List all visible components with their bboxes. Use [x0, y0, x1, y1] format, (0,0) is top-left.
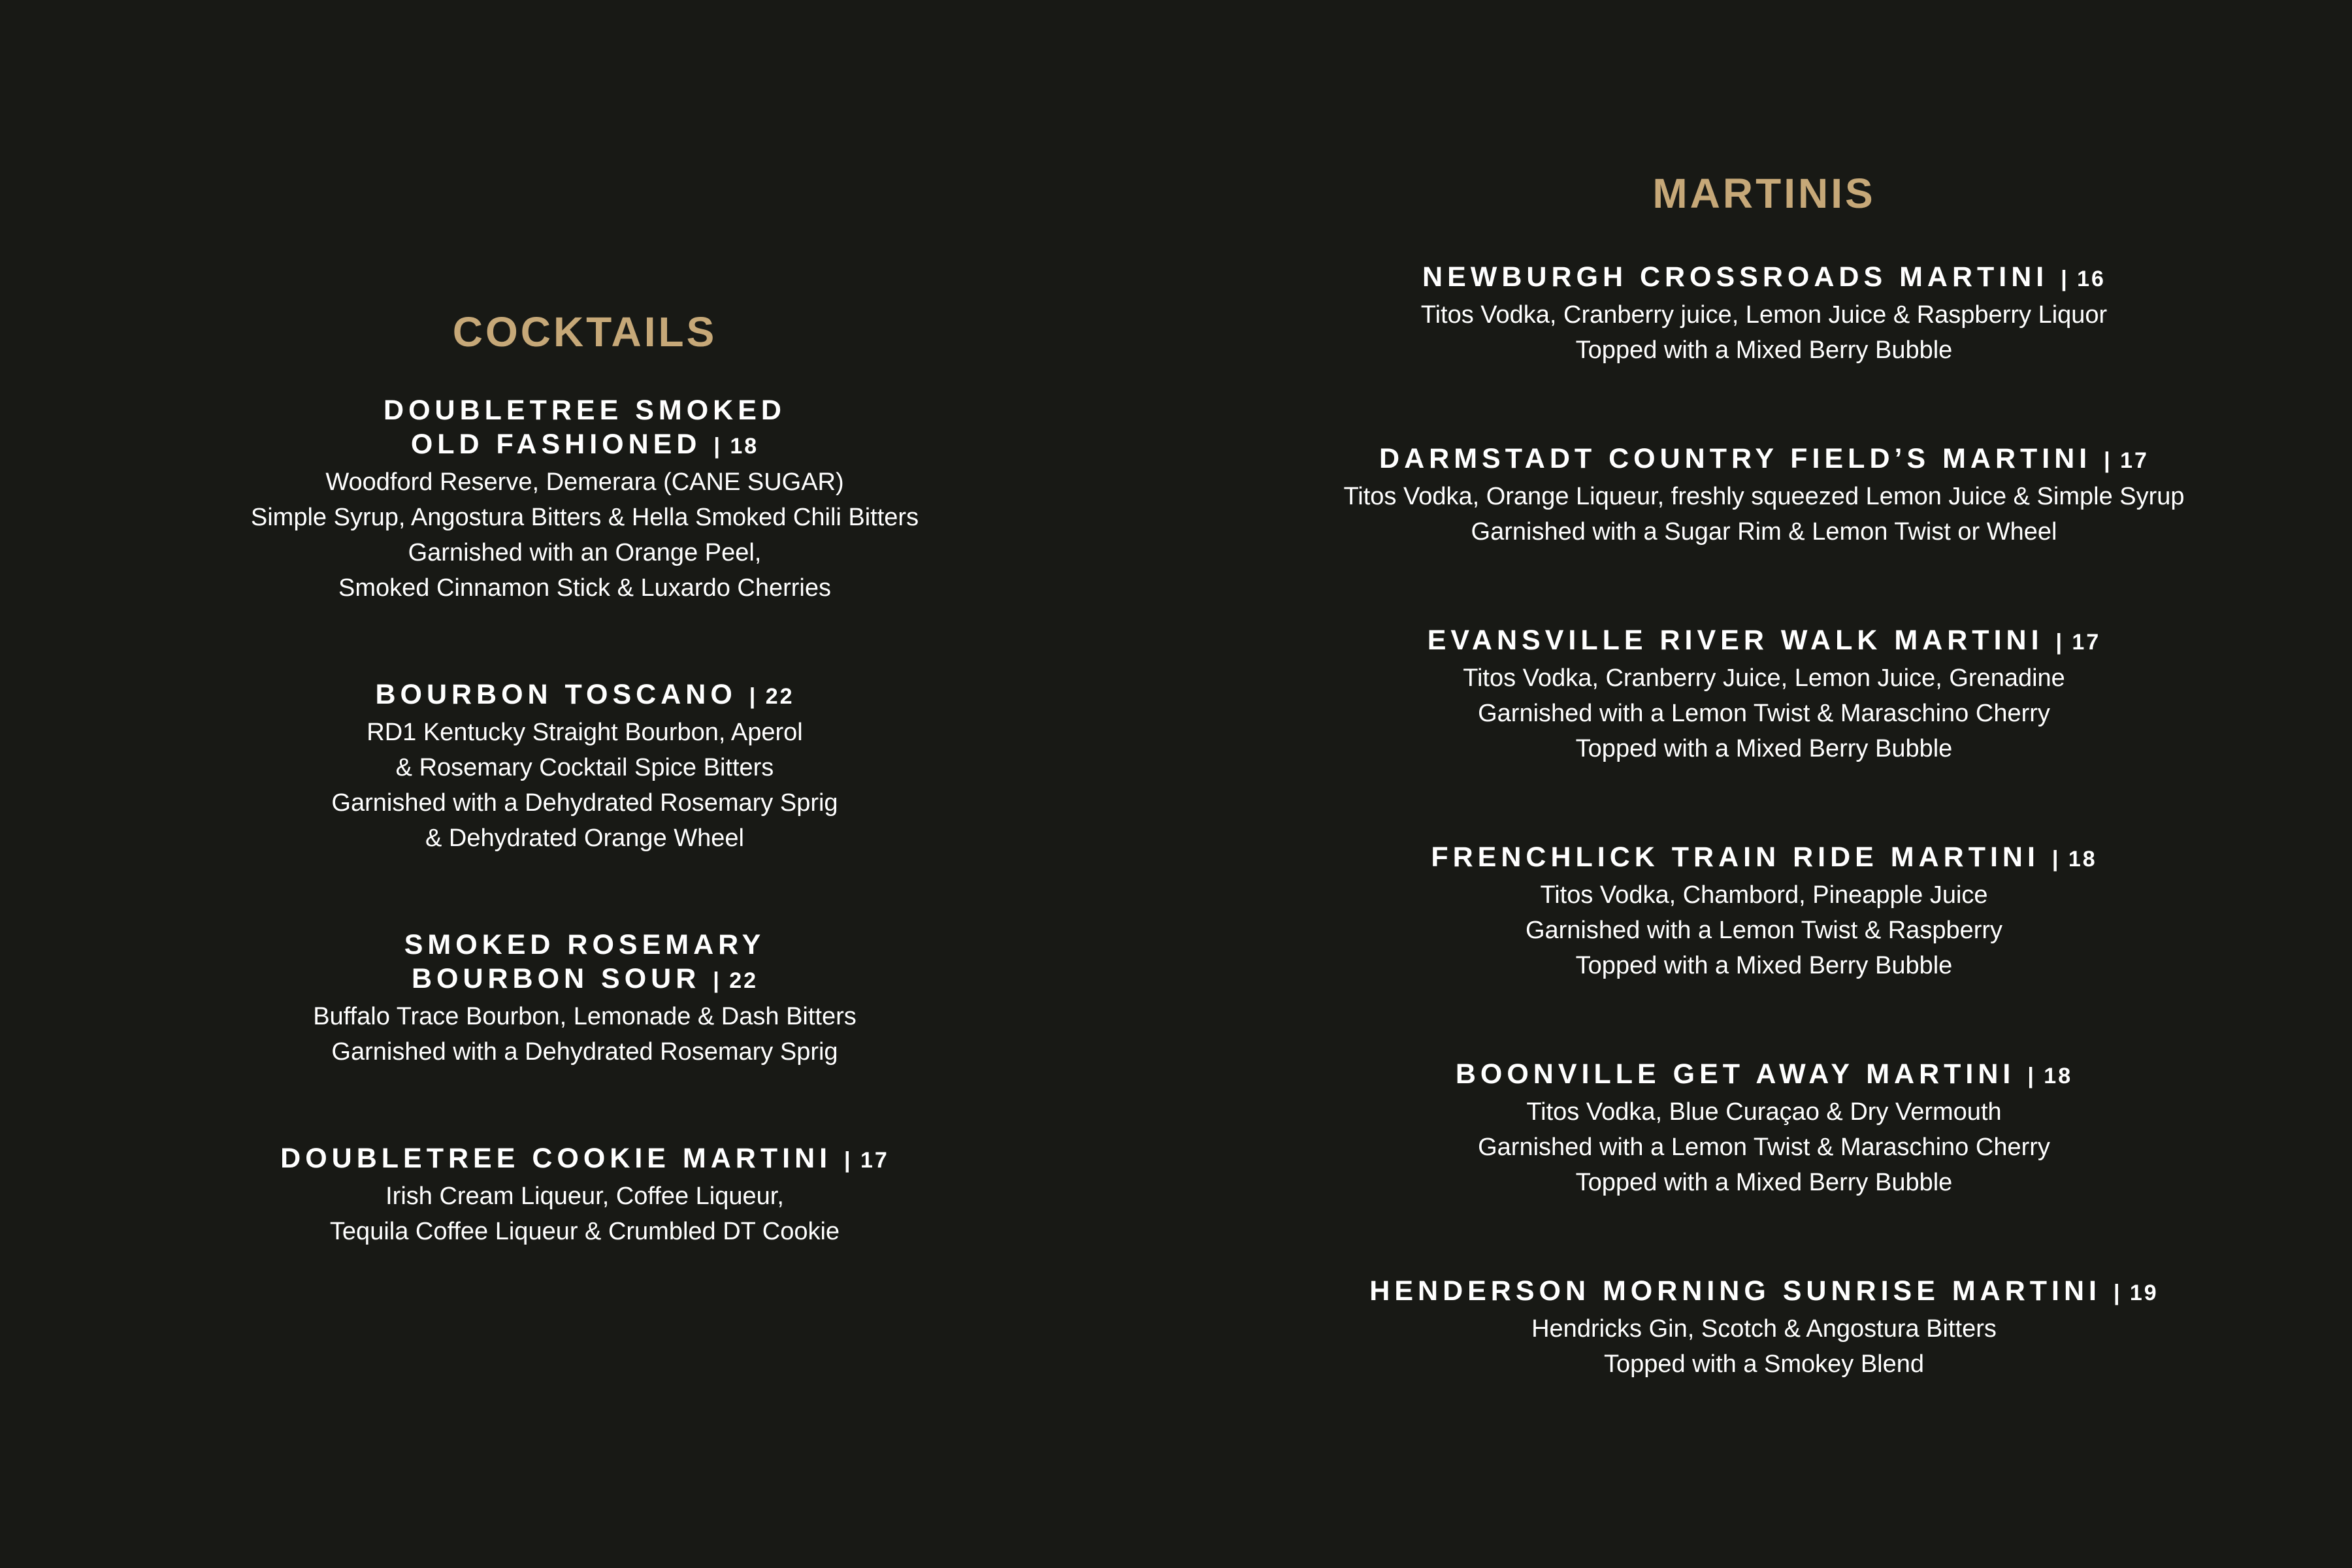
item-price: | 17	[2055, 630, 2101, 655]
item-price: | 18	[2027, 1064, 2073, 1088]
item-description: Irish Cream Liqueur, Coffee Liqueur, Tequila Coffee Liqueur & Crumbled DT Cookie	[329, 1183, 840, 1245]
item-title	[1209, 1057, 2319, 1093]
item-title	[1209, 623, 2319, 659]
item-description: Titos Vodka, Orange Liqueur, freshly squeezed Lemon Juice & Simple Syrup Garnished with a Sugar Rim & Lemon Twist or Wheel	[1343, 483, 2185, 546]
item-name: NEWBURGH CROSSROADS MARTINI	[1422, 261, 2049, 293]
menu-item	[29, 393, 1140, 606]
item-name: EVANSVILLE RIVER WALK MARTINI	[1427, 625, 2044, 656]
item-price: | 18	[2051, 847, 2097, 872]
item-title	[1209, 442, 2319, 478]
item-price: | 22	[713, 968, 759, 993]
item-description: Titos Vodka, Blue Curaçao & Dry Vermouth Garnished with a Lemon Twist & Maraschino Cherry Topped with a Mixed Berry Bubble	[1478, 1098, 2050, 1196]
item-name: SMOKED ROSEMARY BOURBON SOUR	[404, 929, 766, 994]
item-description: Buffalo Trace Bourbon, Lemonade & Dash Bitters Garnished with a Dehydrated Rosemary Sprig	[313, 1003, 857, 1066]
section-title-martinis: MARTINIS	[1652, 170, 1876, 217]
item-name: FRENCHLICK TRAIN RIDE MARTINI	[1431, 841, 2040, 873]
item-price: | 22	[749, 684, 794, 709]
item-price: | 16	[2061, 267, 2106, 291]
item-name: DARMSTADT COUNTRY FIELD’S MARTINI	[1379, 443, 2092, 474]
item-title	[1209, 260, 2319, 296]
item-title	[1209, 840, 2319, 876]
menu-item	[29, 678, 1140, 856]
item-description: Hendricks Gin, Scotch & Angostura Bitters Topped with a Smokey Blend	[1531, 1315, 1997, 1378]
item-name: BOONVILLE GET AWAY MARTINI	[1455, 1058, 2016, 1090]
menu-item	[1209, 840, 2319, 983]
item-price: | 19	[2113, 1281, 2159, 1305]
item-description: RD1 Kentucky Straight Bourbon, Aperol & Rosemary Cocktail Spice Bitters Garnished with a Dehydrated Rosemary Sprig & Dehydrated Orange Wheel	[331, 719, 838, 852]
item-title	[29, 393, 1140, 463]
item-price: | 17	[844, 1148, 889, 1173]
item-description: Titos Vodka, Chambord, Pineapple Juice Garnished with a Lemon Twist & Raspberry Topped with a Mixed Berry Bubble	[1525, 881, 2003, 979]
item-title	[29, 1141, 1140, 1177]
menu-item	[1209, 260, 2319, 368]
item-title	[29, 678, 1140, 713]
item-name: DOUBLETREE COOKIE MARTINI	[280, 1143, 832, 1174]
menu-item	[1209, 1057, 2319, 1200]
item-price: | 18	[713, 434, 759, 459]
menu-item	[1209, 623, 2319, 766]
menu-item	[1209, 1274, 2319, 1382]
cocktails-section	[29, 304, 1140, 1321]
menu-item	[29, 1141, 1140, 1249]
item-name: BOURBON TOSCANO	[375, 679, 737, 710]
item-name: HENDERSON MORNING SUNRISE MARTINI	[1369, 1275, 2101, 1307]
item-title	[1209, 1274, 2319, 1310]
menu-item	[1209, 442, 2319, 549]
item-description: Woodford Reserve, Demerara (CANE SUGAR) Simple Syrup, Angostura Bitters & Hella Smoked Chili Bitters Garnished with an Orange Peel, Smoked Cinnamon Stick & Luxardo Cherries	[250, 468, 919, 602]
item-name: DOUBLETREE SMOKED OLD FASHIONED	[384, 395, 786, 460]
section-title-cocktails: COCKTAILS	[452, 308, 717, 355]
item-title	[29, 928, 1140, 998]
item-description: Titos Vodka, Cranberry Juice, Lemon Juice, Grenadine Garnished with a Lemon Twist & Maraschino Cherry Topped with a Mixed Berry Bubble	[1463, 664, 2065, 762]
item-description: Titos Vodka, Cranberry juice, Lemon Juice & Raspberry Liquor Topped with a Mixed Berry Bubble	[1420, 301, 2108, 364]
martinis-section	[1209, 166, 2319, 1456]
item-price: | 17	[2104, 448, 2149, 473]
menu-item	[29, 928, 1140, 1070]
